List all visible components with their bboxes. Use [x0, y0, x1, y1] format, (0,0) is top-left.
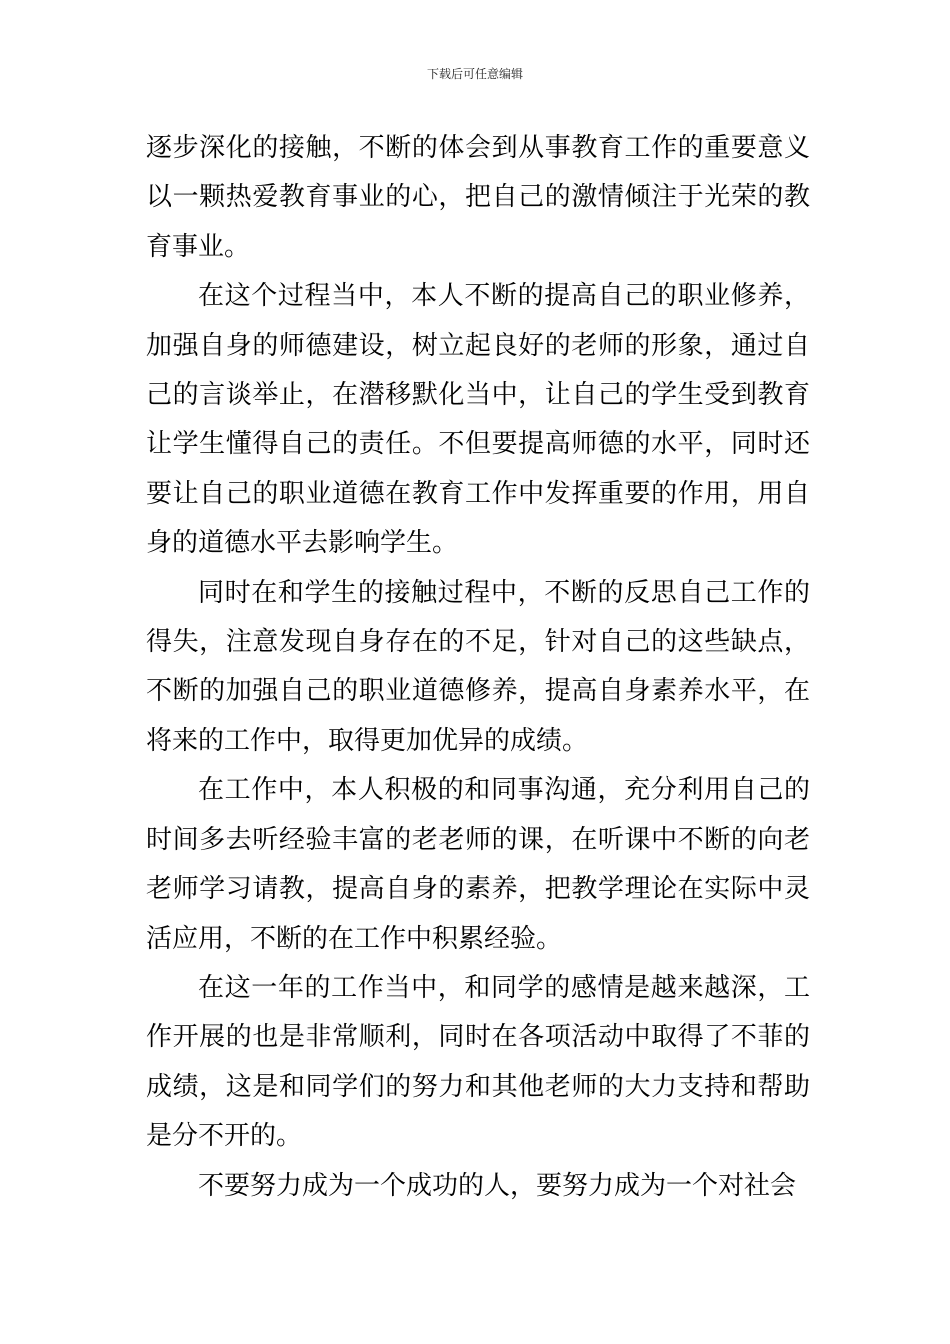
- document-body: [146, 124, 810, 1211]
- paragraph-2: 在这个过程当中，本人不断的提高自己的职业修养，加强自身的师德建设，树立起良好的老师的形象，通过自己的言谈举止，在潜移默化当中，让自己的学生受到教育让学生懂得自己的责任。不但要提高师德的水平，同时还要让自己的职业道德在教育工作中发挥重要的作用，用自身的道德水平去影响学生。: [146, 281, 810, 559]
- paragraph-3: 同时在和学生的接触过程中，不断的反思自己工作的得失，注意发现自身存在的不足，针对自己的这些缺点，不断的加强自己的职业道德修养，提高自身素养水平，在将来的工作中，取得更加优异的成绩。: [146, 577, 810, 756]
- paragraph-5: 在这一年的工作当中，和同学的感情是越来越深，工作开展的也是非常顺利，同时在各项活动中取得了不菲的成绩，这是和同学们的努力和其他老师的大力支持和帮助是分不开的。: [146, 972, 810, 1152]
- page-header: 下载后可任意编辑: [426, 67, 523, 81]
- paragraph-1: 逐步深化的接触，不断的体会到从事教育工作的重要意义以一颗热爱教育事业的心，把自己的激情倾注于光荣的教育事业。: [146, 133, 810, 262]
- paragraph-4: 在工作中，本人积极的和同事沟通，充分利用自己的时间多去听经验丰富的老老师的课，在听课中不断的向老老师学习请教，提高自身的素养，把教学理论在实际中灵活应用，不断的在工作中积累经验。: [146, 775, 810, 954]
- paragraph-6: 不要努力成为一个成功的人，要努力成为一个对社会: [198, 1170, 797, 1201]
